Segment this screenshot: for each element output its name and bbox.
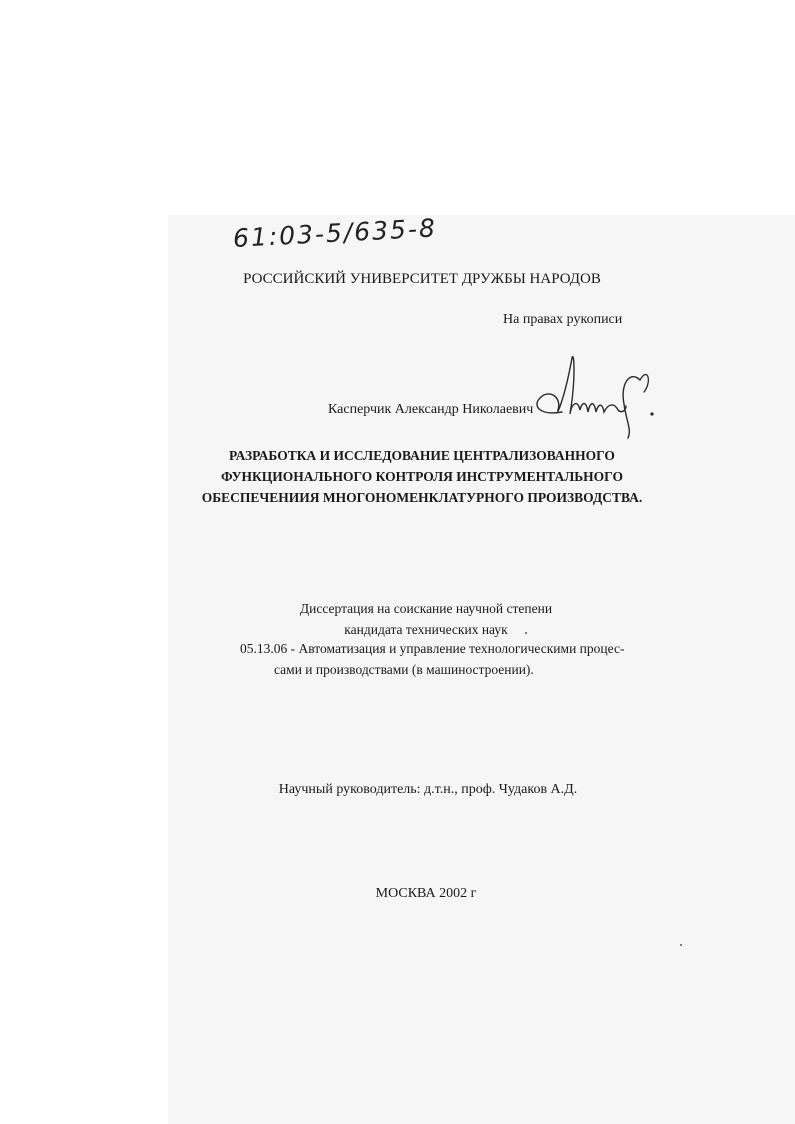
degree-line: кандидата технических наук: [344, 622, 508, 637]
author-name: Касперчик Александр Николаевич: [328, 402, 534, 417]
dissertation-info: [0, 598, 795, 640]
city-year: МОСКВА 2002 г: [375, 886, 477, 901]
dissertation-title: [0, 445, 795, 508]
specialty-line: 05.13.06 - Автоматизация и управление технологическими процес-: [240, 641, 625, 656]
author-signature: [528, 350, 658, 442]
inventory-number: 61:03-5/635-8: [232, 213, 438, 253]
scan-speck: [525, 632, 527, 634]
title-line: ФУНКЦИОНАЛЬНОГО КОНТРОЛЯ ИНСТРУМЕНТАЛЬНОГО: [221, 469, 623, 484]
university-name: РОССИЙСКИЙ УНИВЕРСИТЕТ ДРУЖБЫ НАРОДОВ: [243, 271, 601, 287]
rights-note: На правах рукописи: [503, 312, 623, 327]
title-line: РАЗРАБОТКА И ИССЛЕДОВАНИЕ ЦЕНТРАЛИЗОВАННОГО: [229, 448, 615, 463]
scientific-supervisor: Научный руководитель: д.т.н., проф. Чудаков А.Д.: [278, 782, 578, 797]
specialty-line: сами и производствами (в машиностроении).: [274, 662, 534, 677]
title-line: ОБЕСПЕЧЕНИИЯ МНОГОНОМЕНКЛАТУРНОГО ПРОИЗВОДСТВА.: [201, 490, 643, 505]
degree-line: Диссертация на соискание научной степени: [299, 601, 553, 616]
scan-speck: [680, 944, 682, 946]
